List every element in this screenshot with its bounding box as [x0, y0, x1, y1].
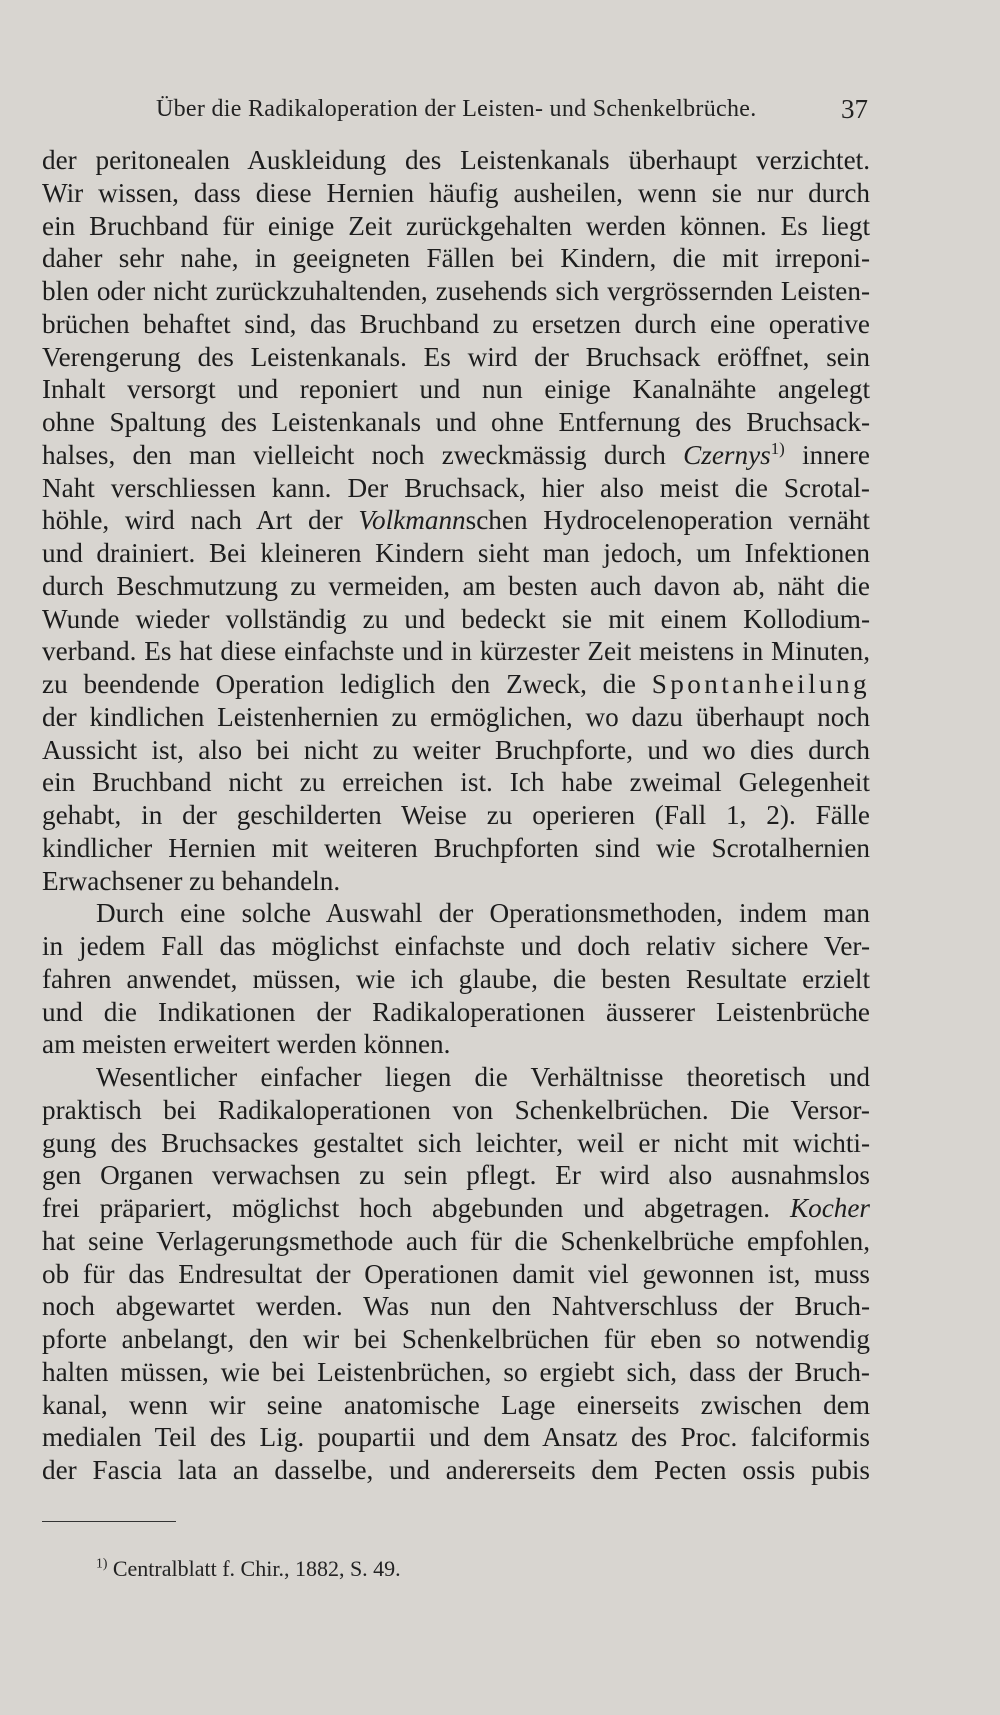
text-line-with-spaced-term [42, 668, 870, 701]
text-line: der Fascia lata an dasselbe, und andererseits dem Pecten ossis pubis [42, 1455, 870, 1485]
text-line: der kindlichen Leistenhernien zu ermöglichen, wo dazu überhaupt noch [42, 701, 870, 732]
text-line: Erwachsener zu behandeln. [42, 865, 341, 896]
author-name-czerny: Czernys [683, 439, 771, 470]
text-line-with-citation [42, 439, 870, 472]
text-line: in jedem Fall das möglichst einfachste und doch relativ sichere Ver- [42, 931, 870, 961]
text-line: verband. Es hat diese einfachste und in kürzester Zeit meistens in Minuten, [42, 636, 870, 667]
footnote-marker: 1) [96, 1555, 108, 1571]
text-line: Durch eine solche Auswahl der Operationsmethoden, indem man [96, 898, 870, 929]
text-line: kindlicher Hernien mit weiteren Bruchpforten sind wie Scrotalhernien [42, 832, 870, 863]
text-line: Wesentlicher einfacher liegen die Verhältnisse theoretisch und [96, 1062, 870, 1092]
running-title: Über die Radikaloperation der Leisten- und Schenkelbrüche. [156, 96, 757, 122]
text-line: Naht verschliessen kann. Der Bruchsack, hier also meist die Scrotal- [42, 472, 870, 503]
text-line: brüchen behaftet sind, das Bruchband zu ersetzen durch eine operative [42, 308, 870, 339]
text-segment: schen Hydrocelenoperation vernäht [465, 505, 870, 536]
text-segment: zu beendende Operation lediglich den Zweck, die [42, 669, 636, 699]
text-line: der peritonealen Auskleidung des Leistenkanals überhaupt verzichtet. [42, 145, 870, 175]
text-line: fahren anwendet, müssen, wie ich glaube, die besten Resultate erzielt [42, 963, 870, 994]
text-line: ein Bruchband nicht zu erreichen ist. Ich habe zweimal Gelegenheit [42, 767, 870, 798]
text-line: Inhalt versorgt und reponiert und nun einige Kanalnähte angelegt [42, 374, 870, 405]
text-line: pforte anbelangt, den wir bei Schenkelbrüchen für eben so notwendig [42, 1324, 870, 1354]
text-line: daher sehr nahe, in geeigneten Fällen bei Kindern, die mit irreponi- [42, 243, 870, 274]
text-line: ein Bruchband für einige Zeit zurückgehalten werden können. Es liegt [42, 210, 870, 241]
body-text [42, 144, 870, 1487]
text-line-with-name [42, 1192, 870, 1225]
footnote-text: Centralblatt f. Chir., 1882, S. 49. [112, 1556, 401, 1581]
text-line: kanal, wenn wir seine anatomische Lage einerseits zwischen dem [42, 1389, 870, 1420]
text-line: medialen Teil des Lig. poupartii und dem Ansatz des Proc. falciformis [42, 1422, 870, 1453]
text-line: Wir wissen, dass diese Hernien häufig ausheilen, wenn sie nur durch [42, 177, 870, 208]
text-segment: frei präpariert, möglichst hoch abgebunden und abgetragen. [42, 1193, 771, 1223]
spaced-term: Spontanheilung [651, 669, 870, 699]
text-line: praktisch bei Radikaloperationen von Schenkelbrüchen. Die Versor- [42, 1094, 870, 1125]
text-line: ohne Spaltung des Leistenkanals und ohne Entfernung des Bruchsack- [42, 407, 870, 437]
text-line: ob für das Endresultat der Operationen damit viel gewonnen ist, muss [42, 1258, 870, 1289]
text-line: halten müssen, wie bei Leistenbrüchen, so ergiebt sich, dass der Bruch- [42, 1356, 870, 1387]
text-line: Aussicht ist, also bei nicht zu weiter Bruchpforte, und wo dies durch [42, 734, 870, 765]
text-line: gung des Bruchsackes gestaltet sich leichter, weil er nicht mit wichti- [42, 1127, 870, 1158]
text-segment: halses, den man vielleicht noch zweckmässig durch [42, 439, 666, 470]
text-line: gen Organen verwachsen zu sein pflegt. Er wird also ausnahmslos [42, 1160, 870, 1191]
footnote [96, 1556, 401, 1582]
text-line: Verengerung des Leistenkanals. Es wird der Bruchsack eröffnet, sein [42, 341, 870, 372]
footnote-divider [42, 1521, 176, 1522]
text-line: und drainiert. Bei kleineren Kindern sieht man jedoch, um Infektionen [42, 538, 870, 568]
text-line: am meisten erweitert werden können. [42, 1029, 451, 1060]
text-segment: innere [802, 439, 870, 470]
text-segment: höhle, wird nach Art der [42, 505, 343, 536]
text-line: Wunde wieder vollständig zu und bedeckt sie mit einem Kollodium- [42, 603, 870, 634]
author-name-kocher: Kocher [789, 1193, 871, 1223]
text-line: durch Beschmutzung zu vermeiden, am besten auch davon ab, näht die [42, 570, 870, 601]
text-line: blen oder nicht zurückzuhaltenden, zusehends sich vergrössernden Leisten- [42, 276, 870, 306]
page-number: 37 [841, 94, 868, 124]
text-line-with-name [42, 504, 870, 537]
author-name-volkmann: Volkmann [358, 505, 466, 536]
text-line: noch abgewartet werden. Was nun den Nahtverschluss der Bruch- [42, 1291, 870, 1322]
text-line: hat seine Verlagerungsmethode auch für die Schenkelbrüche empfohlen, [42, 1225, 870, 1256]
text-line: und die Indikationen der Radikaloperationen äusserer Leistenbrüche [42, 996, 870, 1027]
footnote-reference: 1) [770, 438, 785, 458]
text-line: gehabt, in der geschilderten Weise zu operieren (Fall 1, 2). Fälle [42, 800, 870, 830]
page-header [44, 92, 868, 132]
